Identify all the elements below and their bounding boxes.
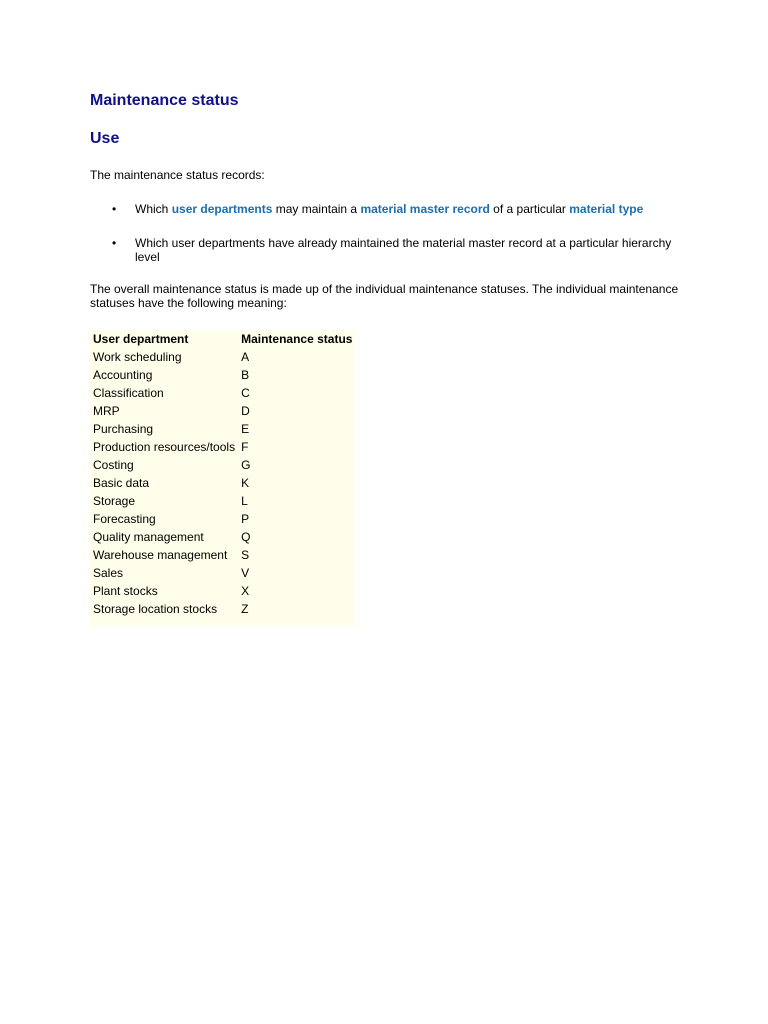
table-row <box>90 546 355 564</box>
status-code-cell: E <box>241 422 250 436</box>
table-row <box>90 528 355 546</box>
bullet-text: Which <box>135 202 172 216</box>
bullet-list <box>90 202 680 264</box>
table-bottom-padding <box>90 618 355 626</box>
status-code-cell: D <box>241 404 250 418</box>
user-department-cell: Sales <box>93 566 124 580</box>
user-department-cell: Storage <box>93 494 136 508</box>
bullet-text: Which user departments have already maintained the material master record at a particular hierarchy level <box>135 236 672 264</box>
user-department-cell: Plant stocks <box>93 584 158 598</box>
table-row <box>90 582 355 600</box>
user-department-cell: MRP <box>93 404 120 418</box>
user-department-cell: Production resources/tools <box>93 440 236 454</box>
column-header-maintenance-status: Maintenance status <box>241 332 353 346</box>
padding-cell <box>90 618 238 626</box>
intro-text: The maintenance status records: <box>90 168 265 182</box>
table-row <box>90 510 355 528</box>
user-department-cell: Forecasting <box>93 512 156 526</box>
status-code-cell: Z <box>241 602 249 616</box>
user-department-cell: Purchasing <box>93 422 154 436</box>
status-code-cell: L <box>241 494 248 508</box>
page-title: Maintenance status <box>90 92 239 109</box>
status-code-cell: B <box>241 368 250 382</box>
bullet-marker: • <box>112 236 117 250</box>
user-department-cell: Warehouse management <box>93 548 228 562</box>
table-row <box>90 474 355 492</box>
table-row <box>90 348 355 366</box>
table-row <box>90 384 355 402</box>
status-code-cell: G <box>241 458 251 472</box>
table-row <box>90 366 355 384</box>
bullet-marker: • <box>112 202 117 216</box>
status-code-cell: A <box>241 350 250 364</box>
status-code-cell: C <box>241 386 250 400</box>
list-item <box>90 202 680 216</box>
section-heading-use: Use <box>90 130 120 147</box>
link-material-master-record[interactable]: material master record <box>360 202 490 216</box>
table-header-row <box>90 330 355 348</box>
status-code-cell: X <box>241 584 250 598</box>
user-department-cell: Work scheduling <box>93 350 182 364</box>
table-row <box>90 456 355 474</box>
list-item <box>90 236 680 264</box>
status-code-cell: V <box>241 566 250 580</box>
maintenance-status-table <box>90 330 355 626</box>
user-department-cell: Basic data <box>93 476 150 490</box>
status-code-cell: F <box>241 440 249 454</box>
user-department-cell: Storage location stocks <box>93 602 218 616</box>
bullet-text: of a particular <box>489 202 570 216</box>
link-user-departments[interactable]: user departments <box>171 202 273 216</box>
user-department-cell: Costing <box>93 458 134 472</box>
table-row <box>90 420 355 438</box>
status-code-cell: Q <box>241 530 251 544</box>
user-department-cell: Quality management <box>93 530 204 544</box>
user-department-cell: Classification <box>93 386 164 400</box>
status-code-cell: S <box>241 548 250 562</box>
overall-status-text: The overall maintenance status is made up of the individual maintenance statuses. The individual maintenance statuses have the following meaning: <box>90 282 679 310</box>
table-row <box>90 438 355 456</box>
table-row <box>90 402 355 420</box>
status-code-cell: P <box>241 512 250 526</box>
table-row <box>90 564 355 582</box>
table-row <box>90 600 355 618</box>
link-material-type[interactable]: material type <box>569 202 644 216</box>
status-code-cell: K <box>241 476 250 490</box>
column-header-user-department: User department <box>93 332 189 346</box>
bullet-text: may maintain a <box>272 202 361 216</box>
padding-cell <box>238 618 355 626</box>
user-department-cell: Accounting <box>93 368 153 382</box>
table-row <box>90 492 355 510</box>
